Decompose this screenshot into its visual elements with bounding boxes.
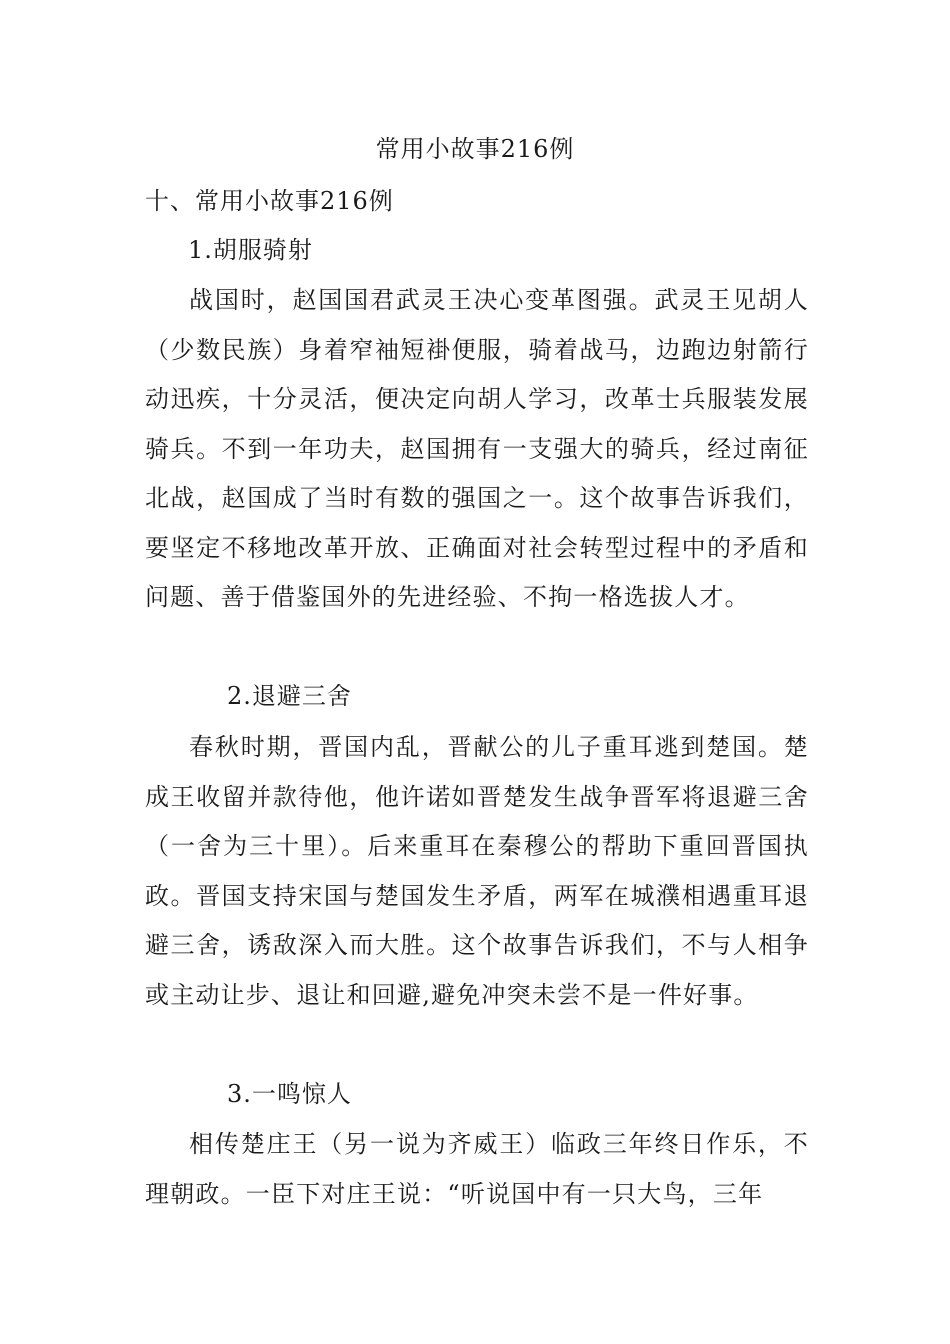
story-body-2: 春秋时期，晋国内乱，晋献公的儿子重耳逃到楚国。楚成王收留并款待他，他许诺如晋楚发生战争晋军将退避三舍（一舍为三十里）。后来重耳在秦穆公的帮助下重回晋国执政。晋国支持宋国与楚国发生矛盾，两军在城濮相遇重耳退避三舍，诱敌深入而大胜。这个故事告诉我们，不与人相争或主动让步、退让和回避,避免冲突未尝不是一件好事。 <box>145 733 809 1009</box>
story-title-3: 3.一鸣惊人 <box>227 1080 352 1108</box>
story-title-2: 2.退避三舍 <box>227 682 352 710</box>
story-body-1: 战国时，赵国国君武灵王决心变革图强。武灵王见胡人（少数民族）身着窄袖短褂便服，骑着战马，边跑边射箭行动迅疾，十分灵活，便决定向胡人学习，改革士兵服装发展骑兵。不到一年功夫，赵国拥有一支强大的骑兵，经过南征北战，赵国成了当时有数的强国之一。这个故事告诉我们，要坚定不移地改革开放、正确面对社会转型过程中的矛盾和问题、善于借鉴国外的先进经验、不拘一格选拔人才。 <box>145 286 809 611</box>
document-title: 常用小故事216例 <box>375 135 575 163</box>
section-heading: 十、常用小故事216例 <box>145 187 394 215</box>
story-title-1: 1.胡服骑射 <box>188 236 313 264</box>
story-body-3: 相传楚庄王（另一说为齐威王）临政三年终日作乐，不理朝政。一臣下对庄王说：“听说国中有一只大鸟，三年 <box>145 1130 809 1208</box>
